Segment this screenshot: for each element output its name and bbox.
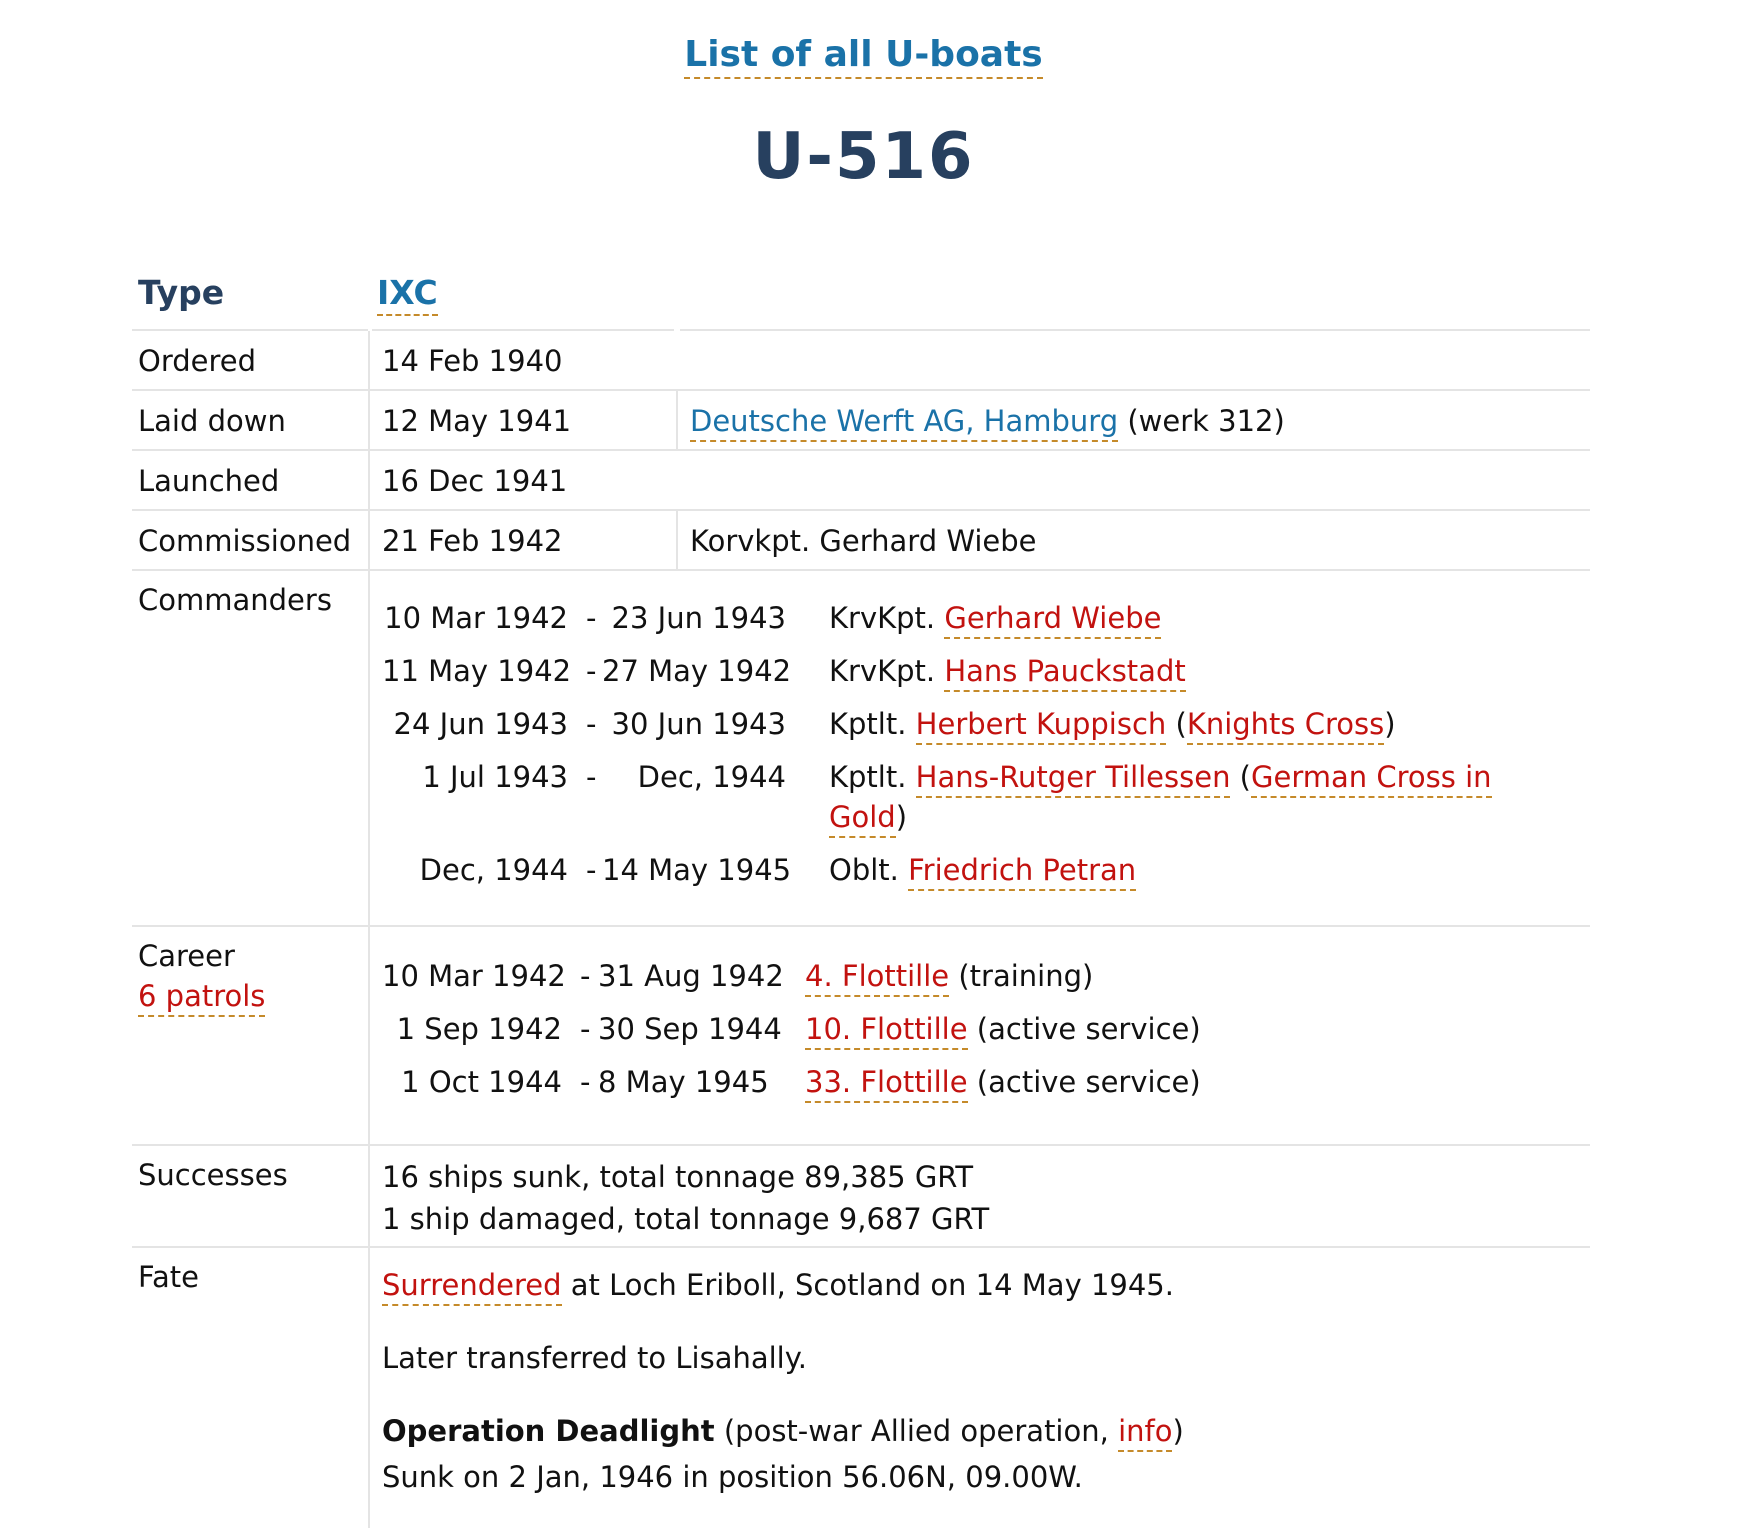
row-commissioned bbox=[132, 511, 1590, 571]
row-successes bbox=[132, 1146, 1590, 1248]
commissioned-label: Commissioned bbox=[138, 524, 352, 558]
career-to: 8 May 1945 bbox=[598, 1065, 769, 1099]
laid-down-yard bbox=[690, 404, 1285, 438]
award-link-continued[interactable]: Gold bbox=[829, 800, 896, 838]
commander-name-link[interactable]: Hans-Rutger Tillessen bbox=[916, 760, 1231, 798]
row-fate bbox=[132, 1248, 1590, 1528]
date-dash: - bbox=[586, 853, 597, 887]
divider bbox=[368, 1146, 370, 1246]
werk-number: (werk 312) bbox=[1127, 404, 1285, 438]
commanders-label: Commanders bbox=[138, 583, 332, 617]
row-commanders: Commanders 10 Mar 1942 - 23 Jun 1943 KrvKpt. Gerhard Wiebe 11 May 1942 - 27 May 1942 KrvKpt. Hans Pauckstadt 24 Jun 1943 - 30 Jun 1943 Kptlt. Herbert Kuppisch (Knights Cross) 1 Jul 1943 - Dec, 1944 Kptlt. Hans-Rutger Tillessen (German Cross in Gold) Dec, 1944 - 14 May 1945 Oblt. Friedrich Petran bbox=[132, 571, 1590, 927]
launched-label: Launched bbox=[138, 464, 280, 498]
successes-label: Successes bbox=[138, 1158, 288, 1192]
divider bbox=[368, 331, 370, 389]
commander-name-link[interactable]: Friedrich Petran bbox=[908, 853, 1136, 891]
commander-from: 10 Mar 1942 bbox=[384, 601, 568, 635]
commander-name-link[interactable]: Herbert Kuppisch bbox=[916, 707, 1167, 745]
nav-link-wrapper bbox=[0, 34, 1727, 75]
divider bbox=[676, 511, 678, 569]
shipyard-link[interactable]: Deutsche Werft AG, Hamburg bbox=[690, 404, 1118, 442]
commissioned-by: Korvkpt. Gerhard Wiebe bbox=[690, 524, 1037, 558]
date-dash: - bbox=[586, 760, 597, 794]
list-all-uboats-link[interactable]: List of all U-boats bbox=[684, 34, 1043, 79]
commander-name-link[interactable]: Hans Pauckstadt bbox=[944, 654, 1185, 692]
divider bbox=[368, 1248, 370, 1528]
successes-sunk: 16 ships sunk, total tonnage 89,385 GRT bbox=[382, 1160, 974, 1194]
page-title: U-516 bbox=[752, 120, 975, 194]
career-note: (active service) bbox=[976, 1065, 1201, 1099]
commander-from: Dec, 1944 bbox=[419, 853, 568, 887]
uboat-info-table bbox=[132, 265, 1590, 1528]
career-to: 30 Sep 1944 bbox=[598, 1012, 782, 1046]
operation-info-link[interactable]: info bbox=[1118, 1414, 1172, 1452]
date-dash: - bbox=[580, 959, 591, 993]
flotilla-link[interactable]: 4. Flottille bbox=[805, 959, 949, 997]
type-link[interactable]: IXC bbox=[377, 273, 438, 316]
row-launched bbox=[132, 451, 1590, 511]
surrendered-text: at Loch Eriboll, Scotland on 14 May 1945. bbox=[561, 1268, 1174, 1302]
commissioned-date: 21 Feb 1942 bbox=[382, 524, 563, 558]
date-dash: - bbox=[586, 707, 597, 741]
ordered-label: Ordered bbox=[138, 344, 257, 378]
divider bbox=[368, 451, 370, 509]
divider bbox=[368, 391, 370, 449]
commander-to: 14 May 1945 bbox=[602, 853, 792, 887]
commander-from: 11 May 1942 bbox=[382, 654, 572, 688]
commander-rank: KrvKpt. bbox=[829, 601, 936, 635]
patrols-link[interactable]: 6 patrols bbox=[138, 979, 265, 1017]
date-dash: - bbox=[580, 1012, 591, 1046]
row-type bbox=[132, 265, 1590, 331]
award-link[interactable]: Knights Cross bbox=[1187, 707, 1384, 745]
career-from: 1 Sep 1942 bbox=[396, 1012, 562, 1046]
flotilla-link[interactable]: 10. Flottille bbox=[805, 1012, 968, 1050]
commander-to: 23 Jun 1943 bbox=[611, 601, 786, 635]
career-label: Career bbox=[138, 939, 235, 973]
fate-label: Fate bbox=[138, 1260, 200, 1294]
launched-date: 16 Dec 1941 bbox=[382, 464, 568, 498]
commander-to: 30 Jun 1943 bbox=[611, 707, 786, 741]
commander-to: Dec, 1944 bbox=[637, 760, 786, 794]
commander-rank: Kptlt. bbox=[829, 707, 907, 741]
commander-rank: Kptlt. bbox=[829, 760, 907, 794]
commander-name-link[interactable]: Gerhard Wiebe bbox=[944, 601, 1161, 639]
fate-content bbox=[382, 1268, 1582, 1494]
commander-to: 27 May 1942 bbox=[602, 654, 792, 688]
sunk-text: Sunk on 2 Jan, 1946 in position 56.06N, 09.00W. bbox=[382, 1460, 1083, 1494]
divider bbox=[676, 391, 678, 449]
row-ordered bbox=[132, 331, 1590, 391]
transferred-text: Later transferred to Lisahally. bbox=[382, 1341, 807, 1375]
date-dash: - bbox=[586, 601, 597, 635]
date-dash: - bbox=[586, 654, 597, 688]
successes-damaged: 1 ship damaged, total tonnage 9,687 GRT bbox=[382, 1202, 990, 1236]
career-note: (training) bbox=[958, 959, 1094, 993]
laid-down-date: 12 May 1941 bbox=[382, 404, 572, 438]
career-note: (active service) bbox=[976, 1012, 1201, 1046]
type-label: Type bbox=[138, 273, 225, 312]
operation-text: (post-war Allied operation, bbox=[714, 1414, 1119, 1448]
career-to: 31 Aug 1942 bbox=[598, 959, 784, 993]
surrendered-link[interactable]: Surrendered bbox=[382, 1268, 562, 1306]
commander-rank: KrvKpt. bbox=[829, 654, 936, 688]
flotilla-link[interactable]: 33. Flottille bbox=[805, 1065, 968, 1103]
career-from: 10 Mar 1942 bbox=[382, 959, 566, 993]
divider bbox=[368, 927, 370, 1144]
divider bbox=[368, 511, 370, 569]
date-dash: - bbox=[580, 1065, 591, 1099]
commander-from: 1 Jul 1943 bbox=[422, 760, 568, 794]
operation-text-close: ) bbox=[1172, 1414, 1184, 1448]
award-link[interactable]: German Cross in bbox=[1251, 760, 1492, 798]
laid-down-label: Laid down bbox=[138, 404, 286, 438]
row-laid-down bbox=[132, 391, 1590, 451]
commander-rank: Oblt. bbox=[829, 853, 899, 887]
commander-from: 24 Jun 1943 bbox=[393, 707, 568, 741]
career-from: 1 Oct 1944 bbox=[401, 1065, 562, 1099]
divider bbox=[368, 571, 370, 925]
operation-title: Operation Deadlight bbox=[382, 1414, 715, 1448]
row-career bbox=[132, 927, 1590, 1146]
ordered-date: 14 Feb 1940 bbox=[382, 344, 563, 378]
